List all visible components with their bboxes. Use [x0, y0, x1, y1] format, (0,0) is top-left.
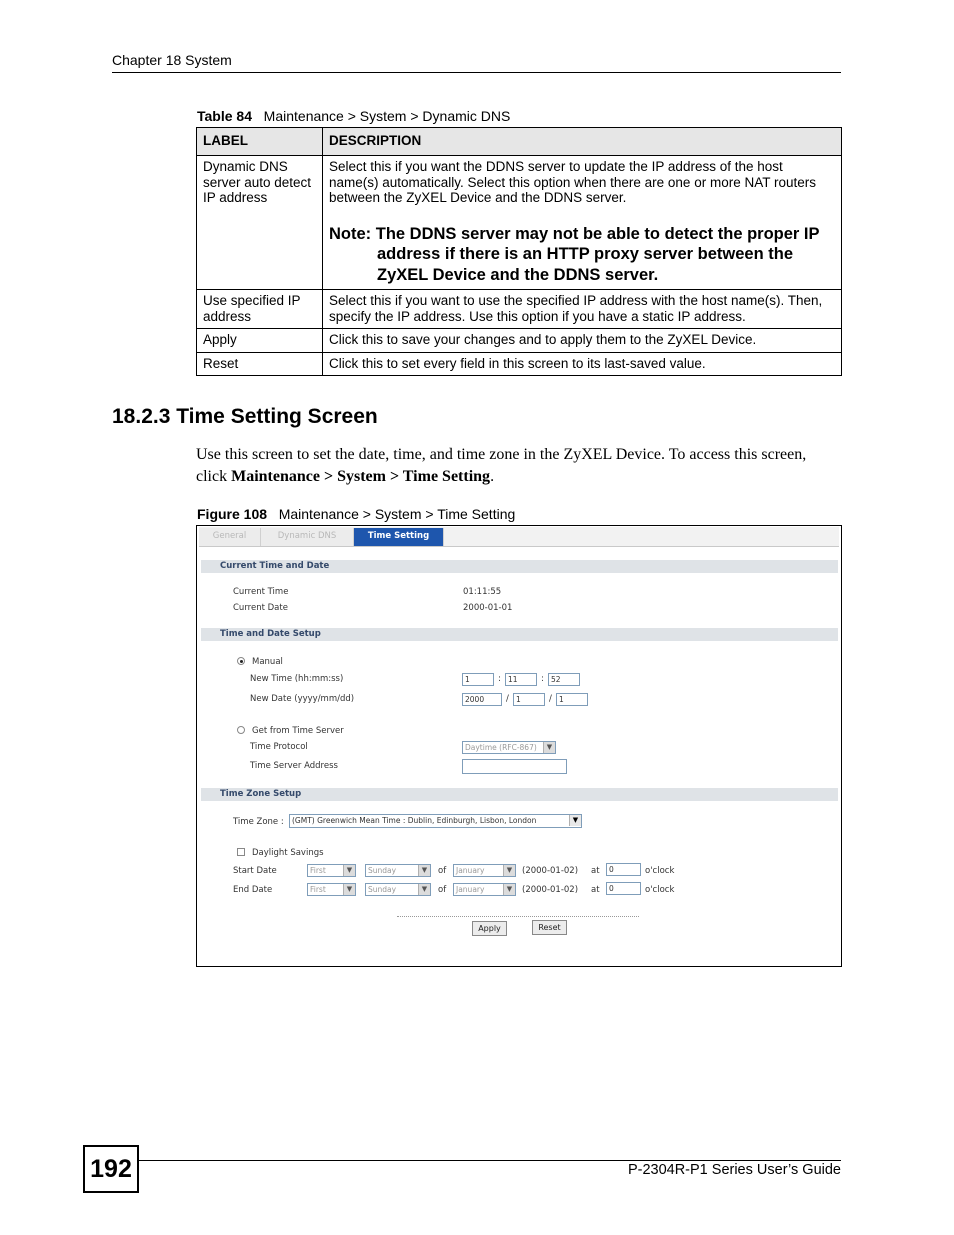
paragraph-end: . [490, 467, 495, 485]
time-server-address-label: Time Server Address [250, 761, 338, 771]
day-input[interactable]: 1 [556, 693, 588, 706]
month-input[interactable]: 1 [513, 693, 545, 706]
chevron-down-icon: ▼ [503, 884, 515, 895]
table-row [197, 290, 842, 329]
chevron-down-icon: ▼ [418, 865, 430, 876]
current-date-value: 2000-01-01 [463, 603, 513, 613]
paragraph-menu-path: Maintenance > System > Time Setting [231, 467, 491, 485]
table-header-row [197, 128, 842, 156]
start-hour-input[interactable]: 0 [606, 863, 641, 876]
end-date-label: End Date [233, 885, 273, 895]
paragraph-text: Use this screen to set the date, time, and time zone in the ZyXEL Device. To access this screen, click [196, 446, 807, 485]
daylight-savings-checkbox[interactable] [237, 848, 245, 856]
chevron-down-icon: ▼ [569, 815, 581, 826]
row-label: Dynamic DNS server auto detect IP address [197, 156, 323, 290]
time-server-radio[interactable] [237, 726, 245, 734]
time-server-label: Get from Time Server [252, 726, 344, 736]
table-row [197, 352, 842, 376]
start-weekday-select[interactable] [365, 864, 431, 877]
end-month-value: January [456, 885, 485, 894]
section-paragraph [196, 444, 836, 487]
row-description-text: Select this if you want the DDNS server to update the IP address of the host name(s) automatically. Select this option when there are one or more NAT routers between the ZyXEL Device and the DDNS server. [329, 159, 816, 205]
chevron-down-icon: ▼ [543, 742, 555, 753]
end-weekday-select[interactable] [365, 883, 431, 896]
at-label: at [591, 885, 600, 895]
time-protocol-select[interactable] [462, 741, 556, 754]
start-date-preview: (2000-01-02) [522, 866, 579, 876]
end-weekday-value: Sunday [368, 885, 397, 894]
year-input[interactable]: 2000 [462, 693, 502, 706]
time-protocol-label: Time Protocol [250, 742, 308, 752]
at-label: at [591, 866, 600, 876]
table-caption-number: Table 84 [197, 108, 252, 124]
new-time-label: New Time (hh:mm:ss) [250, 674, 344, 684]
row-label: Reset [197, 352, 323, 376]
time-separator: : [541, 674, 544, 684]
time-date-setup-section-header: Time and Date Setup [201, 628, 838, 641]
row-description: Select this if you want to use the specified IP address with the host name(s). Then, specify the IP address. Use this option if you have a static IP address. [323, 290, 842, 329]
of-label: of [438, 885, 447, 895]
section-heading: 18.2.3 Time Setting Screen [112, 405, 378, 428]
tab-general[interactable]: General [199, 528, 261, 546]
current-date-label: Current Date [233, 603, 288, 613]
row-label: Use specified IP address [197, 290, 323, 329]
end-date-preview: (2000-01-02) [522, 885, 579, 895]
start-weekday-value: Sunday [368, 866, 397, 875]
current-time-value: 01:11:55 [463, 587, 502, 597]
apply-button[interactable]: Apply [472, 921, 507, 936]
hour-input[interactable]: 1 [462, 673, 494, 686]
chapter-title: Chapter 18 System [112, 52, 232, 68]
start-month-select[interactable] [453, 864, 516, 877]
column-header-label: LABEL [197, 128, 323, 156]
time-zone-section-header: Time Zone Setup [201, 788, 838, 801]
time-zone-label: Time Zone : [233, 817, 284, 827]
start-date-label: Start Date [233, 866, 277, 876]
guide-title: P-2304R-P1 Series User’s Guide [627, 1162, 841, 1178]
row-description: Click this to set every field in this screen to its last-saved value. [323, 352, 842, 376]
manual-radio[interactable] [237, 657, 245, 665]
table-row [197, 156, 842, 290]
tab-bar [199, 527, 839, 547]
reset-button[interactable]: Reset [532, 920, 567, 935]
date-separator: / [506, 694, 509, 704]
row-description: Click this to save your changes and to apply them to the ZyXEL Device. [323, 329, 842, 353]
chevron-down-icon: ▼ [418, 884, 430, 895]
table-caption-text: Maintenance > System > Dynamic DNS [263, 108, 511, 124]
start-week-value: First [310, 866, 326, 875]
start-month-value: January [456, 866, 485, 875]
oclock-label: o'clock [645, 866, 675, 876]
row-description [323, 156, 842, 290]
footer-rule [139, 1160, 841, 1161]
note-text: Note: The DDNS server may not be able to detect the proper IP address if there is an HTTP proxy server between the ZyXEL Device and the DDNS server. [329, 224, 820, 284]
time-zone-select[interactable] [289, 814, 582, 828]
divider [397, 916, 639, 917]
manual-label: Manual [252, 657, 283, 667]
minute-input[interactable]: 11 [505, 673, 537, 686]
time-setting-screenshot [196, 525, 842, 967]
time-protocol-value: Daytime (RFC-867) [465, 743, 537, 752]
end-month-select[interactable] [453, 883, 516, 896]
oclock-label: o'clock [645, 885, 675, 895]
time-separator: : [498, 674, 501, 684]
figure-caption [197, 506, 515, 522]
time-zone-value: (GMT) Greenwich Mean Time : Dublin, Edinburgh, Lisbon, London [292, 816, 537, 825]
of-label: of [438, 866, 447, 876]
end-week-value: First [310, 885, 326, 894]
chevron-down-icon: ▼ [503, 865, 515, 876]
end-week-select[interactable] [307, 883, 356, 896]
chevron-down-icon: ▼ [343, 865, 355, 876]
column-header-description: DESCRIPTION [323, 128, 842, 156]
daylight-savings-label: Daylight Savings [252, 848, 324, 858]
chevron-down-icon: ▼ [343, 884, 355, 895]
second-input[interactable]: 52 [548, 673, 580, 686]
end-hour-input[interactable]: 0 [606, 882, 641, 895]
table-row [197, 329, 842, 353]
page-number: 192 [83, 1145, 139, 1193]
tab-time-setting[interactable]: Time Setting [354, 528, 444, 546]
new-date-label: New Date (yyyy/mm/dd) [250, 694, 355, 704]
figure-caption-number: Figure 108 [197, 506, 268, 522]
header-rule [112, 72, 841, 73]
date-separator: / [549, 694, 552, 704]
start-week-select[interactable] [307, 864, 356, 877]
tab-dynamic-dns[interactable]: Dynamic DNS [261, 528, 354, 546]
figure-caption-text: Maintenance > System > Time Setting [278, 506, 516, 522]
table-caption [197, 108, 510, 124]
current-time-section-header: Current Time and Date [201, 560, 838, 573]
description-table [196, 127, 842, 376]
time-server-address-input[interactable] [462, 759, 567, 774]
row-label: Apply [197, 329, 323, 353]
current-time-label: Current Time [233, 587, 289, 597]
